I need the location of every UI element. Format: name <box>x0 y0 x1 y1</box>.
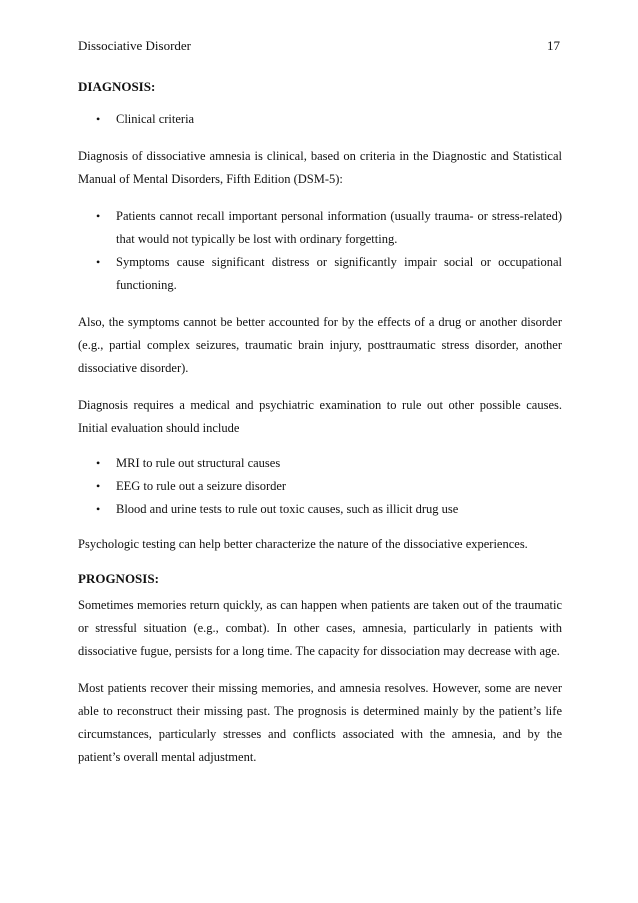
list-item-text: Blood and urine tests to rule out toxic causes, such as illicit drug use <box>116 502 459 516</box>
list-item <box>78 108 562 131</box>
list-item <box>78 251 562 297</box>
exam-paragraph: Diagnosis requires a medical and psychiatric examination to rule out other possible causes. Initial evaluation should include <box>78 398 562 435</box>
bullet-icon: • <box>96 502 101 516</box>
page-content <box>78 78 562 769</box>
list-item-text: Symptoms cause significant distress or significantly impair social or occupational functioning. <box>116 255 562 292</box>
list-item <box>78 205 562 251</box>
running-header-title: Dissociative Disorder <box>78 38 192 53</box>
list-item <box>78 452 562 475</box>
bullet-icon: • <box>96 255 101 269</box>
diagnosis-heading: DIAGNOSIS: <box>78 79 156 94</box>
list-item-text: EEG to rule out a seizure disorder <box>116 479 287 493</box>
psych-testing-paragraph: Psychologic testing can help better characterize the nature of the dissociative experiences. <box>78 537 528 551</box>
evaluation-list <box>78 452 562 521</box>
clinical-criteria-list <box>78 108 562 131</box>
diagnosis-intro: Diagnosis of dissociative amnesia is clinical, based on criteria in the Diagnostic and Statistical Manual of Mental Disorders, Fifth Edition (DSM-5): <box>78 149 562 186</box>
dsm-criteria-list <box>78 205 562 297</box>
list-item <box>78 475 562 498</box>
list-item-text: Patients cannot recall important personal information (usually trauma- or stress-related) that would not typically be lost with ordinary forgetting. <box>116 209 562 246</box>
bullet-icon: • <box>96 479 101 493</box>
prognosis-heading: PROGNOSIS: <box>78 571 159 586</box>
bullet-icon: • <box>96 456 101 470</box>
bullet-icon: • <box>96 112 101 126</box>
list-item-text: MRI to rule out structural causes <box>116 456 281 470</box>
prognosis-paragraph-1: Sometimes memories return quickly, as can happen when patients are taken out of the traumatic or stressful situation (e.g., combat). In other cases, amnesia, particularly in patients with dissociative fugue, persists for a long time. The capacity for dissociation may decrease with age. <box>78 598 562 658</box>
page-number: 17 <box>547 38 560 53</box>
prognosis-paragraph-2: Most patients recover their missing memories, and amnesia resolves. However, some are never able to reconstruct their missing past. The prognosis is determined mainly by the patient’s life circumstances, particularly stresses and conflicts associated with the amnesia, and by the patient’s overall mental adjustment. <box>78 681 562 764</box>
also-paragraph: Also, the symptoms cannot be better accounted for by the effects of a drug or another disorder (e.g., partial complex seizures, traumatic brain injury, posttraumatic stress disorder, another dissociative disorder). <box>78 315 562 375</box>
bullet-icon: • <box>96 209 101 223</box>
list-item-text: Clinical criteria <box>116 112 195 126</box>
list-item <box>78 498 562 521</box>
